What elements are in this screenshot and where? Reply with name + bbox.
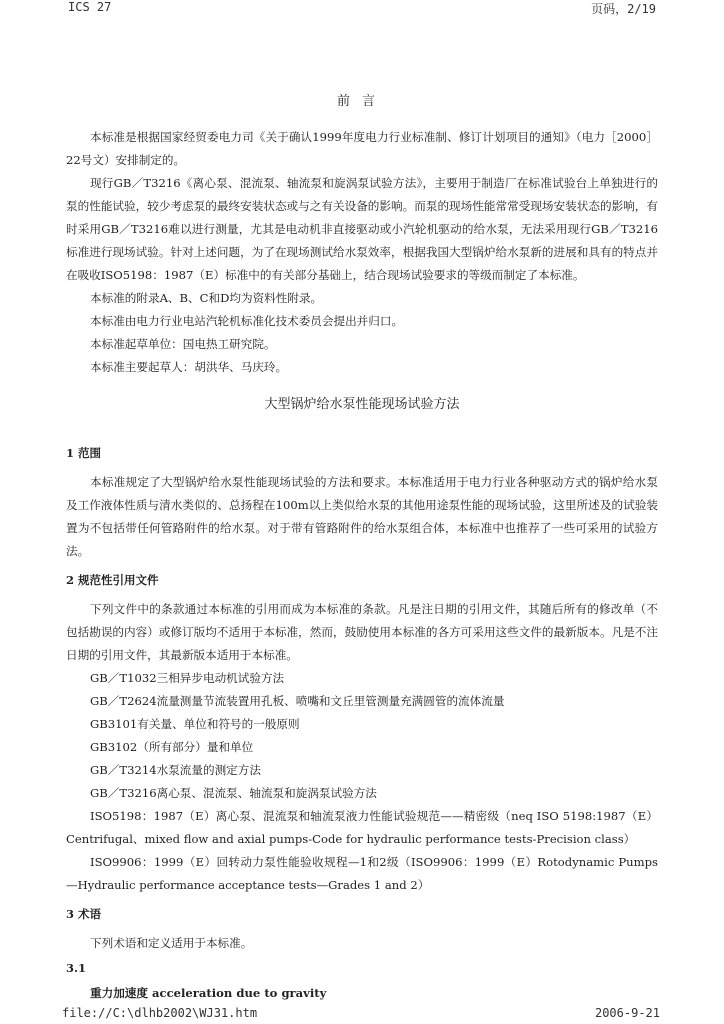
foreword-line: 本标准主要起草人：胡洪华、马庆玲。: [90, 360, 288, 374]
reference-item: GB／T3216离心泵、混流泵、轴流泵和旋涡泵试验方法: [90, 786, 377, 800]
term-definition: 重力加速度 acceleration due to gravity: [90, 986, 327, 1000]
reference-item: GB3101有关量、单位和符号的一般原则: [90, 717, 300, 731]
subsection-number: 3.1: [66, 961, 87, 975]
foreword-paragraph: 现行GB／T3216《离心泵、混流泵、轴流泵和旋涡泵试验方法》，主要用于制造厂在标准试验台上单独进行的泵的性能试验，较少考虑泵的最终安装状态或与之有关设备的影响。而泵的现场性能常常受现场安装状态的影响，有时采用GB／T3216难以进行测量，尤其是电动机非直接驱动或小汽轮机驱动的给水泵，无法采用现行GB／T3216标准进行现场试验。针对上述问题，为了在现场测试给水泵效率，根据我国大型锅炉给水泵新的进展和具有的特点并在吸收ISO5198：1987（E）标准中的有关部分基础上，结合现场试验要求的等级而制定了本标准。: [66, 176, 658, 282]
document-body: [66, 90, 658, 1005]
footer-file-path: file://C:\dlhb2002\WJ31.htm: [62, 1006, 258, 1020]
section-scope-text: 本标准规定了大型锅炉给水泵性能现场试验的方法和要求。本标准适用于电力行业各种驱动方式的锅炉给水泵及工作液体性质与清水类似的、总扬程在100m以上类似给水泵的其他用途泵性能的现场试验，这里所述及的试验装置为不包括带任何管路附件的给水泵。对于带有管路附件的给水泵组合体，本标准中也推荐了一些可采用的试验方法。: [66, 475, 658, 558]
foreword-line: 本标准的附录A、B、C和D均为资料性附录。: [90, 291, 323, 305]
reference-item-iso9906: ISO9906：1999（E）回转动力泵性能验收规程—1和2级（ISO9906：1999（E）Rotodynamic Pumps—Hydraulic performance acceptance tests—Grades 1 and 2）: [66, 855, 658, 892]
section-heading-terms: 3 术语: [66, 907, 102, 921]
foreword-paragraph: 本标准是根据国家经贸委电力司《关于确认1999年度电力行业标准制、修订计划项目的通知》（电力［2000］22号文）安排制定的。: [66, 130, 658, 167]
reference-item: GB3102（所有部分）量和单位: [90, 740, 254, 754]
reference-item-iso5198: ISO5198：1987（E）离心泵、混流泵和轴流泵液力性能试验规范——精密级（neq ISO 5198:1987（E）Centrifugal、mixed flow and axial pumps-Code for hydraulic performance tests-Precision class）: [66, 809, 658, 846]
foreword-line: 本标准起草单位：国电热工研究院。: [90, 337, 276, 351]
header-page-number: 页码，2/19: [591, 2, 656, 16]
section-references-text: 下列文件中的条款通过本标准的引用而成为本标准的条款。凡是注日期的引用文件，其随后所有的修改单（不包括勘误的内容）或修订版均不适用于本标准，然而，鼓励使用本标准的各方可采用这些文件的最新版本。凡是不注日期的引用文件，其最新版本适用于本标准。: [66, 602, 658, 662]
foreword-title: 前言: [336, 94, 387, 109]
document-title: 大型锅炉给水泵性能现场试验方法: [264, 397, 460, 412]
section-terms-text: 下列术语和定义适用于本标准。: [90, 936, 253, 950]
header-standard-code: ICS 27: [68, 0, 112, 14]
section-heading-scope: 1 范围: [66, 446, 102, 460]
foreword-line: 本标准由电力行业电站汽轮机标准化技术委员会提出并归口。: [90, 314, 404, 328]
reference-item: GB／T3214水泵流量的测定方法: [90, 763, 261, 777]
section-heading-references: 2 规范性引用文件: [66, 573, 159, 587]
reference-item: GB／T1032三相异步电动机试验方法: [90, 671, 285, 685]
reference-item: GB／T2624流量测量节流装置用孔板、喷嘴和文丘里管测量充满圆管的流体流量: [90, 694, 505, 708]
footer-date: 2006-9-21: [594, 1006, 660, 1020]
